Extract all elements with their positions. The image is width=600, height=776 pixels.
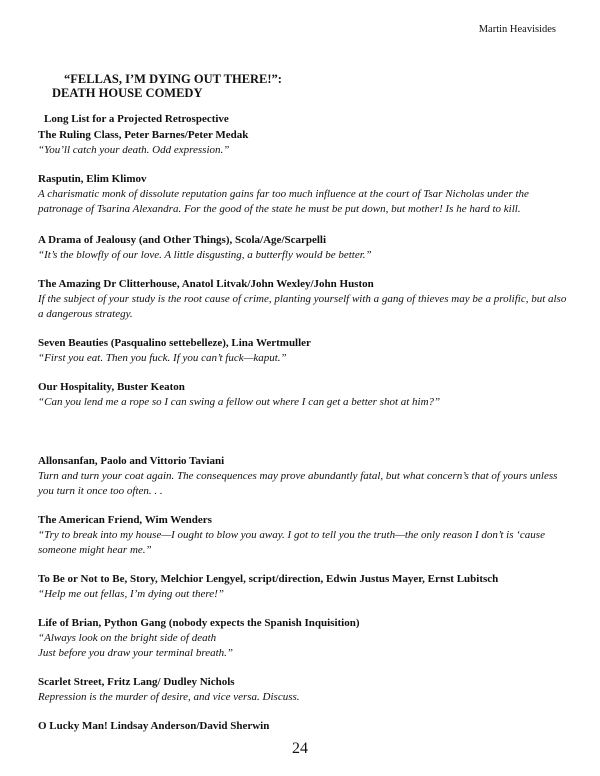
film-quote (38, 395, 573, 410)
film-heading: Allonsanfan, Paolo and Vittorio Taviani (38, 455, 225, 467)
film-quote (38, 690, 573, 705)
film-quote (38, 292, 573, 322)
film-quote-line: “First you eat. Then you fuck. If you can’t fuck—kaput.” (38, 352, 287, 364)
section-subtitle: Long List for a Projected Retrospective (44, 113, 229, 125)
film-quote-line: Repression is the murder of desire, and vice versa. Discuss. (38, 691, 300, 703)
film-entry (38, 719, 573, 734)
film-quote (38, 143, 573, 158)
film-heading: Seven Beauties (Pasqualino settebelleze), Lina Wertmuller (38, 337, 311, 349)
film-entry (38, 454, 573, 499)
film-quote-line: Just before you draw your terminal breath.” (38, 647, 234, 659)
film-quote (38, 248, 573, 263)
film-entry (38, 513, 573, 558)
film-quote-line: “It’s the blowfly of our love. A little disgusting, a butterfly would be better.” (38, 249, 372, 261)
film-entry (38, 336, 573, 366)
film-quote-line: “Try to break into my house—I ought to blow you away. I got to tell you the truth—the only reason I don’t is ‘cause someone might hear me.” (38, 529, 545, 556)
essay-title-line-2: DEATH HOUSE COMEDY (52, 86, 203, 100)
film-quote-line: “You’ll catch your death. Odd expression.” (38, 144, 230, 156)
essay-title-line-1: “FELLAS, I’M DYING OUT THERE!”: (64, 72, 282, 86)
film-quote-line: “Help me out fellas, I’m dying out there!” (38, 588, 224, 600)
film-quote (38, 351, 573, 366)
film-quote (38, 631, 573, 661)
film-heading: Rasputin, Elim Klimov (38, 173, 147, 185)
film-heading: Scarlet Street, Fritz Lang/ Dudley Nichols (38, 676, 235, 688)
film-quote (38, 587, 573, 602)
film-heading: O Lucky Man! Lindsay Anderson/David Sherwin (38, 720, 270, 732)
film-quote-line: “Always look on the bright side of death (38, 632, 217, 644)
film-entry (38, 675, 573, 705)
film-entry (38, 233, 573, 263)
running-header-author: Martin Heavisides (478, 24, 556, 35)
film-entry (38, 572, 573, 602)
film-heading: Our Hospitality, Buster Keaton (38, 381, 185, 393)
film-heading: To Be or Not to Be, Story, Melchior Lengyel, script/direction, Edwin Justus Mayer, Ernst Lubitsch (38, 573, 499, 585)
film-heading: The Amazing Dr Clitterhouse, Anatol Litvak/John Wexley/John Huston (38, 278, 374, 290)
film-quote-line: Turn and turn your coat again. The consequences may prove abundantly fatal, but what concern’s that of yours unless you turn it once too often. . . (38, 470, 558, 497)
film-quote-line: A charismatic monk of dissolute reputation gains far too much influence at the court of Tsar Nicholas under the patronage of Tsarina Alexandra. For the good of the state he must be put down, but mother! Is he hard to kill. (38, 188, 529, 215)
film-quote (38, 528, 573, 558)
film-heading: The Ruling Class, Peter Barnes/Peter Medak (38, 129, 249, 141)
film-heading: Life of Brian, Python Gang (nobody expects the Spanish Inquisition) (38, 617, 360, 629)
film-heading: The American Friend, Wim Wenders (38, 514, 212, 526)
film-quote-line: If the subject of your study is the root cause of crime, planting yourself with a gang of thieves may be a prolific, but also a dangerous strategy. (38, 293, 567, 320)
film-heading: A Drama of Jealousy (and Other Things), Scola/Age/Scarpelli (38, 234, 327, 246)
film-entry (38, 172, 573, 217)
film-entry (38, 616, 573, 661)
film-entry (38, 277, 573, 322)
film-quote (38, 469, 573, 499)
essay-title (52, 72, 282, 100)
page-number: 24 (292, 740, 308, 757)
film-quote (38, 187, 573, 217)
film-entry (38, 380, 573, 410)
film-entry (38, 128, 573, 158)
film-quote-line: “Can you lend me a rope so I can swing a fellow out where I can get a better shot at him?” (38, 396, 441, 408)
